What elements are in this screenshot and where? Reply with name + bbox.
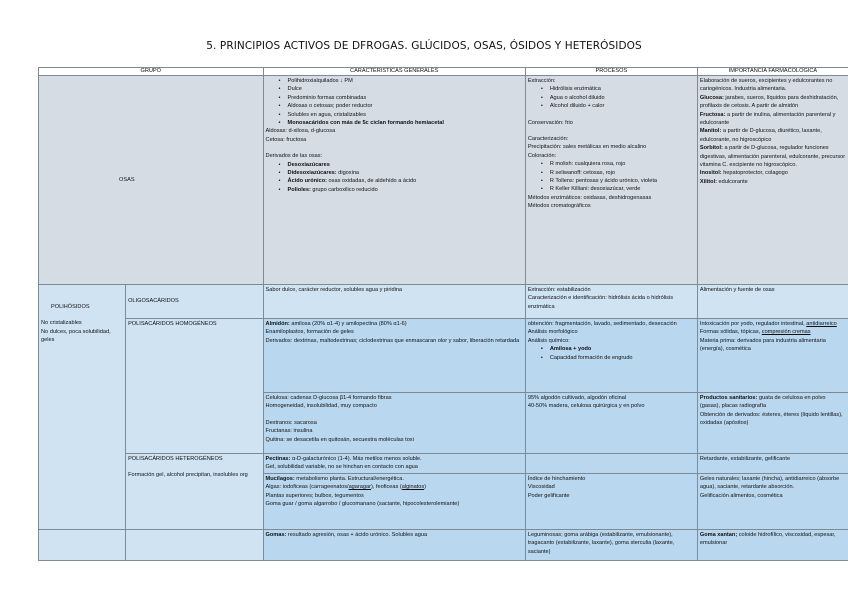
osas-proc-coloracion: Coloración: [527, 152, 557, 159]
cel-line: Quitina: se desacetila en quitosán, secuestra moléculas toxi [265, 436, 414, 443]
cell-muc-car [263, 473, 525, 529]
osas-proc-ext-list [528, 85, 695, 110]
osas-imp-line: Fructosa: a partir de inulina, alimentación parenteral y edulcorante [699, 111, 836, 127]
osas-label: OSAS [119, 176, 135, 183]
osas-derivados: Derivados de las osas: [265, 153, 323, 160]
cel-line: Homogeneidad, insolubilidad, muy compacto [265, 403, 377, 410]
cell-oligo-imp: Alimentación y fuente de osas [697, 285, 848, 319]
polihosidos-label: POLIHÓSIDOS [51, 304, 90, 310]
cell-oligo-car: Sabor dulce, carácter reductor, solubles agua y piridina [263, 285, 525, 319]
list-item: • Hidrólisis enzimática [550, 85, 695, 93]
cell-oligo-proc: Extracción: estabilización Caracterización e identificación: hidrólisis ácida o hidrólisis enzimática [525, 285, 697, 319]
cell-homo-imp [697, 319, 848, 393]
osas-proc-caracterizacion: Caracterización: [527, 136, 569, 143]
muc-line: Goma guar / goma algarrobo / glucomanano (saciante, hipocolesterolemiante) [265, 501, 460, 508]
list-item: • Aldosas o cetosas; poder reductor [288, 102, 523, 110]
list-item: • Amilosa + yodo [550, 345, 695, 353]
osas-proc-extraccion: Extracción: [527, 78, 556, 84]
cell-osas-caracteristicas [263, 76, 525, 285]
glucidos-table [38, 67, 848, 561]
muc-line: Plantas superiores; bulbos, tegumentos [265, 492, 364, 499]
row-osas [39, 76, 848, 285]
list-item: • Alcohol diluido + calor [550, 102, 695, 110]
spacer [41, 311, 123, 319]
list-item: • R molish: cualquiera rosa, rojo [550, 160, 695, 168]
list-item: • R Tollens: pentosas y ácido urónico, violeta [550, 177, 695, 185]
page-title: 5. PRINCIPIOS ACTIVOS DE DFROGAS. GLÚCIDOS, OSAS, ÓSIDOS Y HETERÓSIDOS [206, 40, 642, 52]
cell-osas-procesos [525, 76, 697, 285]
spacer [128, 463, 260, 471]
row-heterogeneos-pectinas [39, 454, 848, 474]
homo-proc-line: obtención: fragmentación, lavado, sedimentado, desecación [527, 321, 677, 327]
row-oligosacaridos [39, 285, 848, 319]
cell-polihosidos [39, 285, 126, 530]
muc-line: Algas: iodoficeas (carrageenatos/agaragar), feoficeas (alginatos) [265, 484, 427, 491]
header-grupo: GRUPO [39, 68, 264, 76]
cell-oligo-label [126, 285, 263, 319]
header-importancia: IMPORTANCIA FARMACOLÓGICA [697, 68, 848, 76]
cel-line: Dextranos: sacarosa [265, 419, 317, 426]
cell-muc-imp: Geles naturales; laxante (hincha), antidiarreico (absorbe agua), saciante, retardante absorción. Gelificación alimentos, cosmética [697, 473, 848, 529]
list-item: • Agua o alcohol diluido [550, 94, 695, 102]
cell-osas-label [39, 76, 264, 285]
header-row [39, 68, 848, 76]
cell-hetero-label [126, 454, 263, 530]
hetero-desc: Formación gel, alcohol precipitan, insolubles org [128, 472, 248, 479]
cel-line: Fructanas: insulina [265, 428, 313, 435]
osas-cetosas: Cetosa: fructosa [265, 136, 307, 143]
row-homogeneos-almidon [39, 319, 848, 393]
osas-imp-line: Xilitol: edulcorante [699, 178, 748, 185]
cell-gom-car: Gomas: resultado agresión, osas + ácido urónico. Solubles agua [263, 529, 525, 560]
osas-proc-conservacion: Conservación: frio [527, 119, 573, 126]
homo-proc-list [528, 345, 695, 362]
list-item: • Solubles en agua, cristalizables [288, 111, 523, 119]
pect-line: Gel, solubilidad variable, no se hinchan en contacto con agua [265, 464, 418, 471]
oligo-label: OLIGOSACÁRIDOS [128, 298, 179, 305]
osas-proc-color-list [528, 160, 695, 194]
cell-homo-label [126, 319, 263, 454]
list-item: • Polioles: grupo carboxilico reducido [288, 186, 523, 194]
list-item: • Desoxiazúcares [288, 161, 523, 169]
cell-empty-left [39, 529, 126, 560]
cell-gom-imp: Goma xantan; coloide hidrofílico, viscosidad, espesar, emulsionar [697, 529, 848, 560]
homo-imp-line: Formas sólidas, tópicas, compresión cremas [699, 329, 811, 336]
homo-proc-line: Análisis químico: [527, 337, 570, 344]
osas-proc-precipitacion: Precipitación: sales metálicas en medio alcalino [527, 144, 647, 151]
list-item: • Didesoxiazúcares: digoxina [288, 169, 523, 177]
osas-imp-line: Sorbitol: a partir de D-glucosa, regulador funciones digestivas, alimentación parenteral, edulcorante, precursor vitamina C. excipiente no higroscópico. [699, 145, 846, 169]
homo-imp-line: Materia prima: derivados para industria alimentaria (energía), cosmética [699, 337, 826, 353]
list-item: • Ácido urónico: osas oxidadas, de aldehído a ácido [288, 177, 523, 185]
spacer [528, 111, 695, 119]
homo-almidon: Almidón: amilosa (20% α1-4) y amilopectina (80% α1-6) [265, 321, 407, 327]
cell-empty-mid [126, 529, 263, 560]
muc-line: Mucílagos: metabolismo planta. Estructural/energética. [265, 475, 404, 482]
header-caracteristicas: CARACTERÍSTICAS GENERALES [263, 68, 525, 76]
osas-proc-metodos-enz: Métodos enzimáticos: oxidasas, deshidrogenasas [527, 194, 652, 201]
osas-imp-line: Elaboración de sueros, excipientes y edulcorantes no cariogénicos. Industria alimentaria. [699, 78, 833, 93]
cell-gom-proc: Leguminosas; goma arábiga (estabilizante, emulsionante), tragacanto (estabilizante, laxante), goma sterculia (laxante, saciante) [525, 529, 697, 560]
cell-cel-proc: 95% algodón cultivado, algodón oficinal 40-50% madera, celulosa quirúrgica y en polvo [525, 393, 697, 454]
osas-proc-metodos-crom: Métodos cromatográficos [527, 203, 591, 210]
cell-pect-proc [525, 454, 697, 474]
header-procesos: PROCESOS [525, 68, 697, 76]
homo-imp-line: Intoxicación por yodo, regulador intestinal, antidiarreico [699, 321, 837, 327]
osas-imp-line: Inositol: hepatoprotector, colagogo [699, 170, 788, 177]
homo-car-line: Derivados: dextrinas, maltodextrinas; ciclodextrinas que enmascaran olor y sabor, liberación retardada [265, 337, 520, 344]
cell-pect-car [263, 454, 525, 474]
list-item: • Predominio formas combinadas [288, 94, 523, 102]
list-item: • Polihidroxialquilados ↓ PM [288, 77, 523, 85]
osas-imp-line: Glucosa: jarabes, sueros, líquidos para deshidratación, profilaxis de cetosis. A partir de almidón [699, 94, 839, 110]
cell-osas-importancia [697, 76, 848, 285]
osas-imp-line: Manitol: a partir de D-glucosa, diurético, laxante, edulcorante, no higroscópico [699, 128, 822, 143]
list-item: • Monosacáridos con más de 5c ciclan formando hemiacetal [288, 119, 523, 127]
list-item: • Capacidad formación de engrudo [550, 354, 695, 362]
cell-muc-proc: Índice de hinchamiento Viscosidad Poder gelificante [525, 473, 697, 529]
homo-car-line: Enamiloplastos, formación de geles [265, 329, 354, 336]
homo-label: POLISACÁRIDOS HOMOGÉNEOS [128, 321, 217, 327]
pect-line: Pectinas: α-D-galacturónico (1-4). Más metilos menos soluble. [265, 456, 422, 462]
osas-car-list [266, 77, 523, 127]
spacer [528, 127, 695, 135]
spacer [266, 144, 523, 152]
spacer [266, 411, 523, 419]
cel-line: Celulosa: cadenas D-glucosa β1-4 formando fibras [265, 395, 392, 401]
osas-derivados-list [266, 161, 523, 195]
polihosidos-desc: No cristalizables No dulces, poca solubilidad, geles [41, 320, 111, 344]
list-item: • R Keller Killiani: desoxiazúcar, verde [550, 185, 695, 193]
list-item: • Dulce [288, 85, 523, 93]
homo-proc-line: Análisis morfológico [527, 329, 578, 336]
list-item: • R seliwanoff: cetosas, rojo [550, 169, 695, 177]
cell-pect-imp: Retardante, estabilizante, gelificante [697, 454, 848, 474]
cell-homo-proc [525, 319, 697, 393]
row-heterogeneos-gomas [39, 529, 848, 560]
cell-cel-imp: Productos sanitarios: guata de celulosa en polvo (gasas), placas radiografía Obtención de derivados: ésteres, éteres (líquido lentillas), oxidadas (apósitos) [697, 393, 848, 454]
cell-cel-car [263, 393, 525, 454]
hetero-label: POLISACÁRIDOS HETEROGÉNEOS [128, 456, 223, 462]
osas-aldosas: Aldosas: d-xilosa, d-glucosa [265, 128, 336, 135]
cell-homo-car [263, 319, 525, 393]
